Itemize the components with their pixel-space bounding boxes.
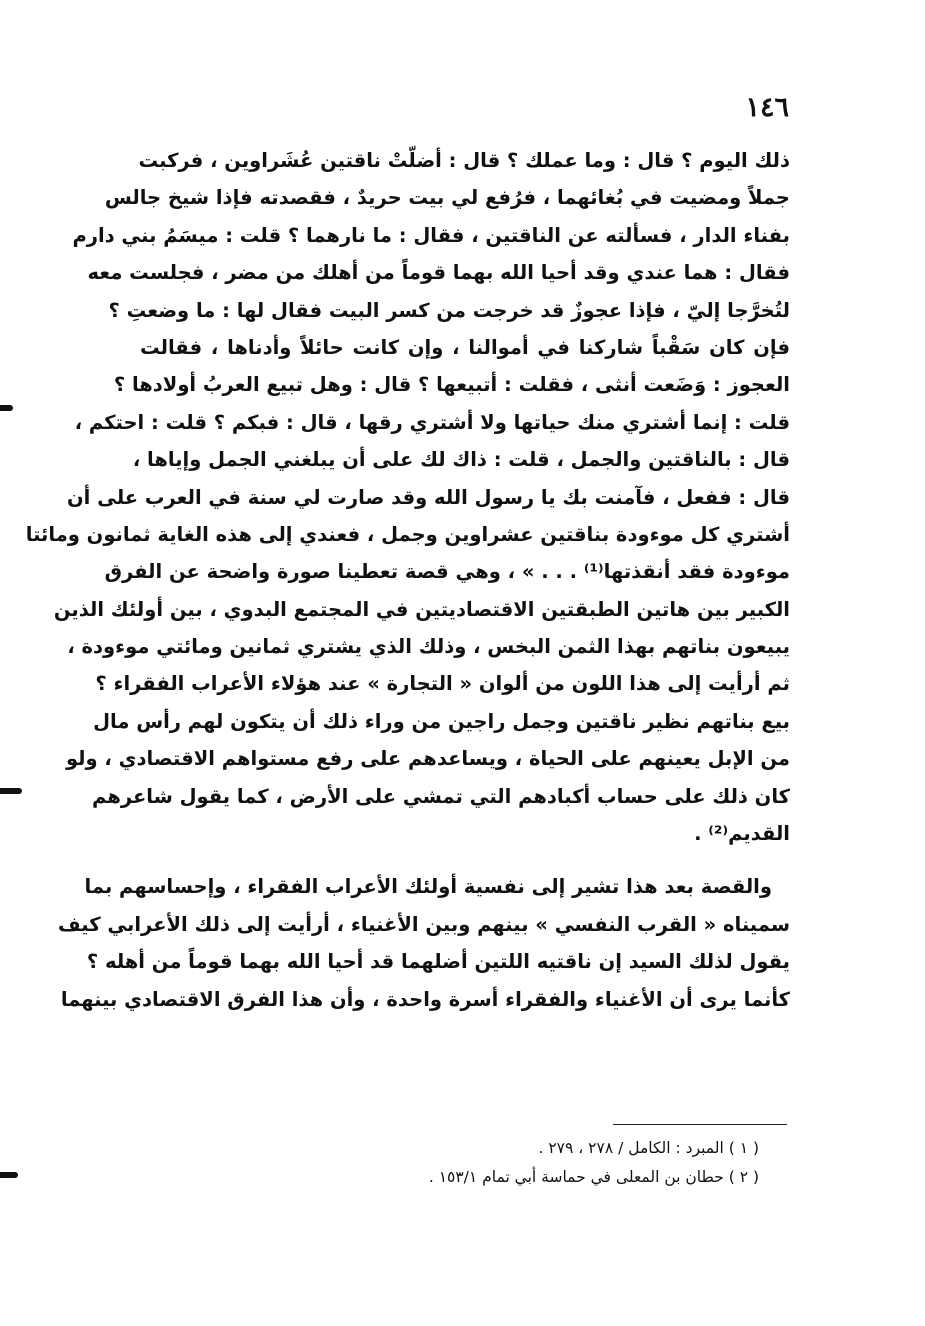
text-line: فإن كان سَقْباً شاركنا في أموالنا ، وإن كانت حائلاً وأدناها ، فقالت <box>140 335 790 359</box>
text-line: يقول لذلك السيد إن ناقتيه اللتين أضلهما قد أحيا الله بهما قوماً من أهله ؟ <box>86 950 790 974</box>
text-line: جملاً ومضيت في بُغائهما ، فرُفع لي بيت حريدٌ ، فقصدته فإذا شيخ جالس <box>104 186 790 210</box>
text-line: موءودة فقد أنقذتها⁽¹⁾ . . . » ، وهي قصة تعطينا صورة واضحة عن الفرق <box>104 560 790 584</box>
text-line: القديم⁽²⁾ . <box>694 822 790 846</box>
text-line: ثم أرأيت إلى هذا اللون من ألوان « التجارة » عند هؤلاء الأعراب الفقراء ؟ <box>95 672 790 696</box>
text-line: لتُخرَّجا إليّ ، فإذا عجوزٌ قد خرجت من كسر البيت فقال لها : ما وضعتِ ؟ <box>108 298 790 322</box>
scan-edge-mark <box>0 788 22 794</box>
paragraph-gap <box>140 852 790 868</box>
text-line: ذلك اليوم ؟ قال : وما عملك ؟ قال : أضلّتْ ناقتين عُشَراوين ، فركبت <box>138 149 790 172</box>
text-line: كأنما يرى أن الأغنياء والفقراء أسرة واحدة ، وأن هذا الفرق الاقتصادي بينهما <box>60 987 790 1011</box>
text-line: كان ذلك على حساب أكبادهم التي تمشي على الأرض ، كما يقول شاعرهم <box>92 784 790 808</box>
text-line: سميناه « القرب النفسي » بينهم وبين الأغنياء ، أرأيت إلى ذلك الأعرابي كيف <box>58 912 790 936</box>
text-line: بفناء الدار ، فسألته عن الناقتين ، فقال : ما نارهما ؟ قلت : ميسَمُ بني دارم <box>72 223 790 247</box>
text-line: من الإبل يعينهم على الحياة ، ويساعدهم على رفع مستواهم الاقتصادي ، ولو <box>65 747 790 771</box>
text-line: قال : بالناقتين والجمل ، قلت : ذاك لك على أن يبلغني الجمل وإياها ، <box>132 448 790 472</box>
footnote-2: ( ٢ ) حطان بن المعلى في حماسة أبي تمام ١٥٣/١ . <box>428 1168 759 1186</box>
text-line: الكبير بين هاتين الطبقتين الاقتصاديتين في المجتمع البدوي ، بين أولئك الذين <box>53 597 790 621</box>
footnote-1: ( ١ ) المبرد : الكامل / ٢٧٨ ، ٢٧٩ . <box>538 1139 759 1157</box>
footnotes <box>429 1134 759 1192</box>
footnote-separator <box>613 1124 787 1125</box>
text-line: فقال : هما عندي وقد أحيا الله بهما قوماً من أهلك من مضر ، فجلست معه <box>87 261 790 285</box>
text-line: قال : ففعل ، فآمنت بك يا رسول الله وقد صارت لي سنة في العرب على أن <box>66 485 790 509</box>
text-line: والقصة بعد هذا تشير إلى نفسية أولئك الأعراب الفقراء ، وإحساسهم بما <box>84 875 772 899</box>
scan-edge-mark <box>0 1172 18 1178</box>
main-text <box>25 142 790 1018</box>
scan-edge-mark <box>0 405 13 411</box>
text-line: العجوز : وَضَعت أنثى ، فقلت : أتبيعها ؟ قال : وهل تبيع العربُ أولادها ؟ <box>113 373 790 397</box>
text-line: أشتري كل موءودة بناقتين عشراوين وجمل ، فعندي إلى هذه الغاية ثمانون ومائتا <box>25 522 790 546</box>
text-line: بيع بناتهم نظير ناقتين وجمل راجين من وراء ذلك أن يتكون لهم رأس مال <box>93 709 790 733</box>
page-number: ١٤٦ <box>745 92 789 123</box>
text-line: يبيعون بناتهم بهذا الثمن البخس ، وذلك الذي يشتري ثمانين ومائتي موءودة ، <box>67 635 790 659</box>
text-line: قلت : إنما أشتري منك حياتها ولا أشتري رقها ، قال : فبكم ؟ قلت : احتكم ، <box>74 410 790 434</box>
